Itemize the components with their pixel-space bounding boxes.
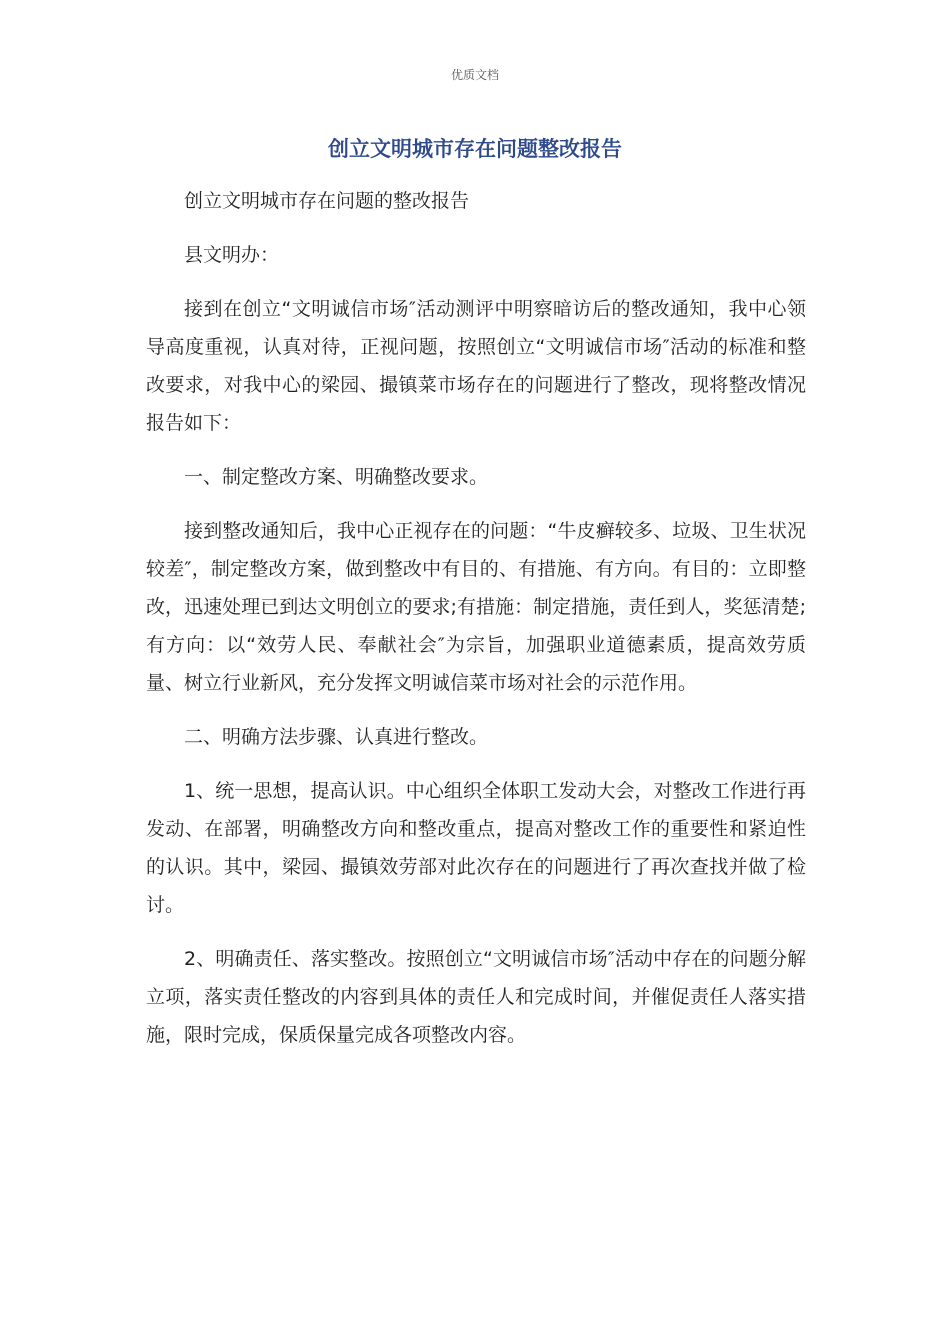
paragraph-section-1: 接到整改通知后，我中心正视存在的问题：“牛皮癣较多、垃圾、卫生状况较差″，制定整改方案，做到整改中有目的、有措施、有方向。有目的：立即整改，迅速处理已到达文明创立的要求;有措施：制定措施，责任到人，奖惩清楚;有方向：以“效劳人民、奉献社会″为宗旨，加强职业道德素质，提高效劳质量、树立行业新风，充分发挥文明诚信菜市场对社会的示范作用。 [146, 520, 806, 694]
paragraph-salutation: 县文明办： [184, 244, 280, 266]
document-body [146, 182, 806, 1070]
page-header: 优质文档 [450, 68, 499, 82]
section-heading-2: 二、明确方法步骤、认真进行整改。 [184, 726, 489, 748]
section-heading-1: 一、制定整改方案、明确整改要求。 [184, 466, 489, 488]
document-title: 创立文明城市存在问题整改报告 [328, 137, 622, 161]
paragraph-item-2: 2、明确责任、落实整改。按照创立“文明诚信市场″活动中存在的问题分解立项，落实责任整改的内容到具体的责任人和完成时间，并催促责任人落实措施，限时完成，保质保量完成各项整改内容。 [146, 948, 806, 1046]
paragraph-intro: 接到在创立“文明诚信市场″活动测评中明察暗访后的整改通知，我中心领导高度重视，认真对待，正视问题，按照创立“文明诚信市场″活动的标准和整改要求，对我中心的梁园、撮镇菜市场存在的问题进行了整改，现将整改情况报告如下： [146, 298, 806, 434]
paragraph-item-1: 1、统一思想，提高认识。中心组织全体职工发动大会，对整改工作进行再发动、在部署，明确整改方向和整改重点，提高对整改工作的重要性和紧迫性的认识。其中，梁园、撮镇效劳部对此次存在的问题进行了再次查找并做了检讨。 [146, 780, 806, 916]
paragraph-subtitle: 创立文明城市存在问题的整改报告 [184, 190, 470, 212]
